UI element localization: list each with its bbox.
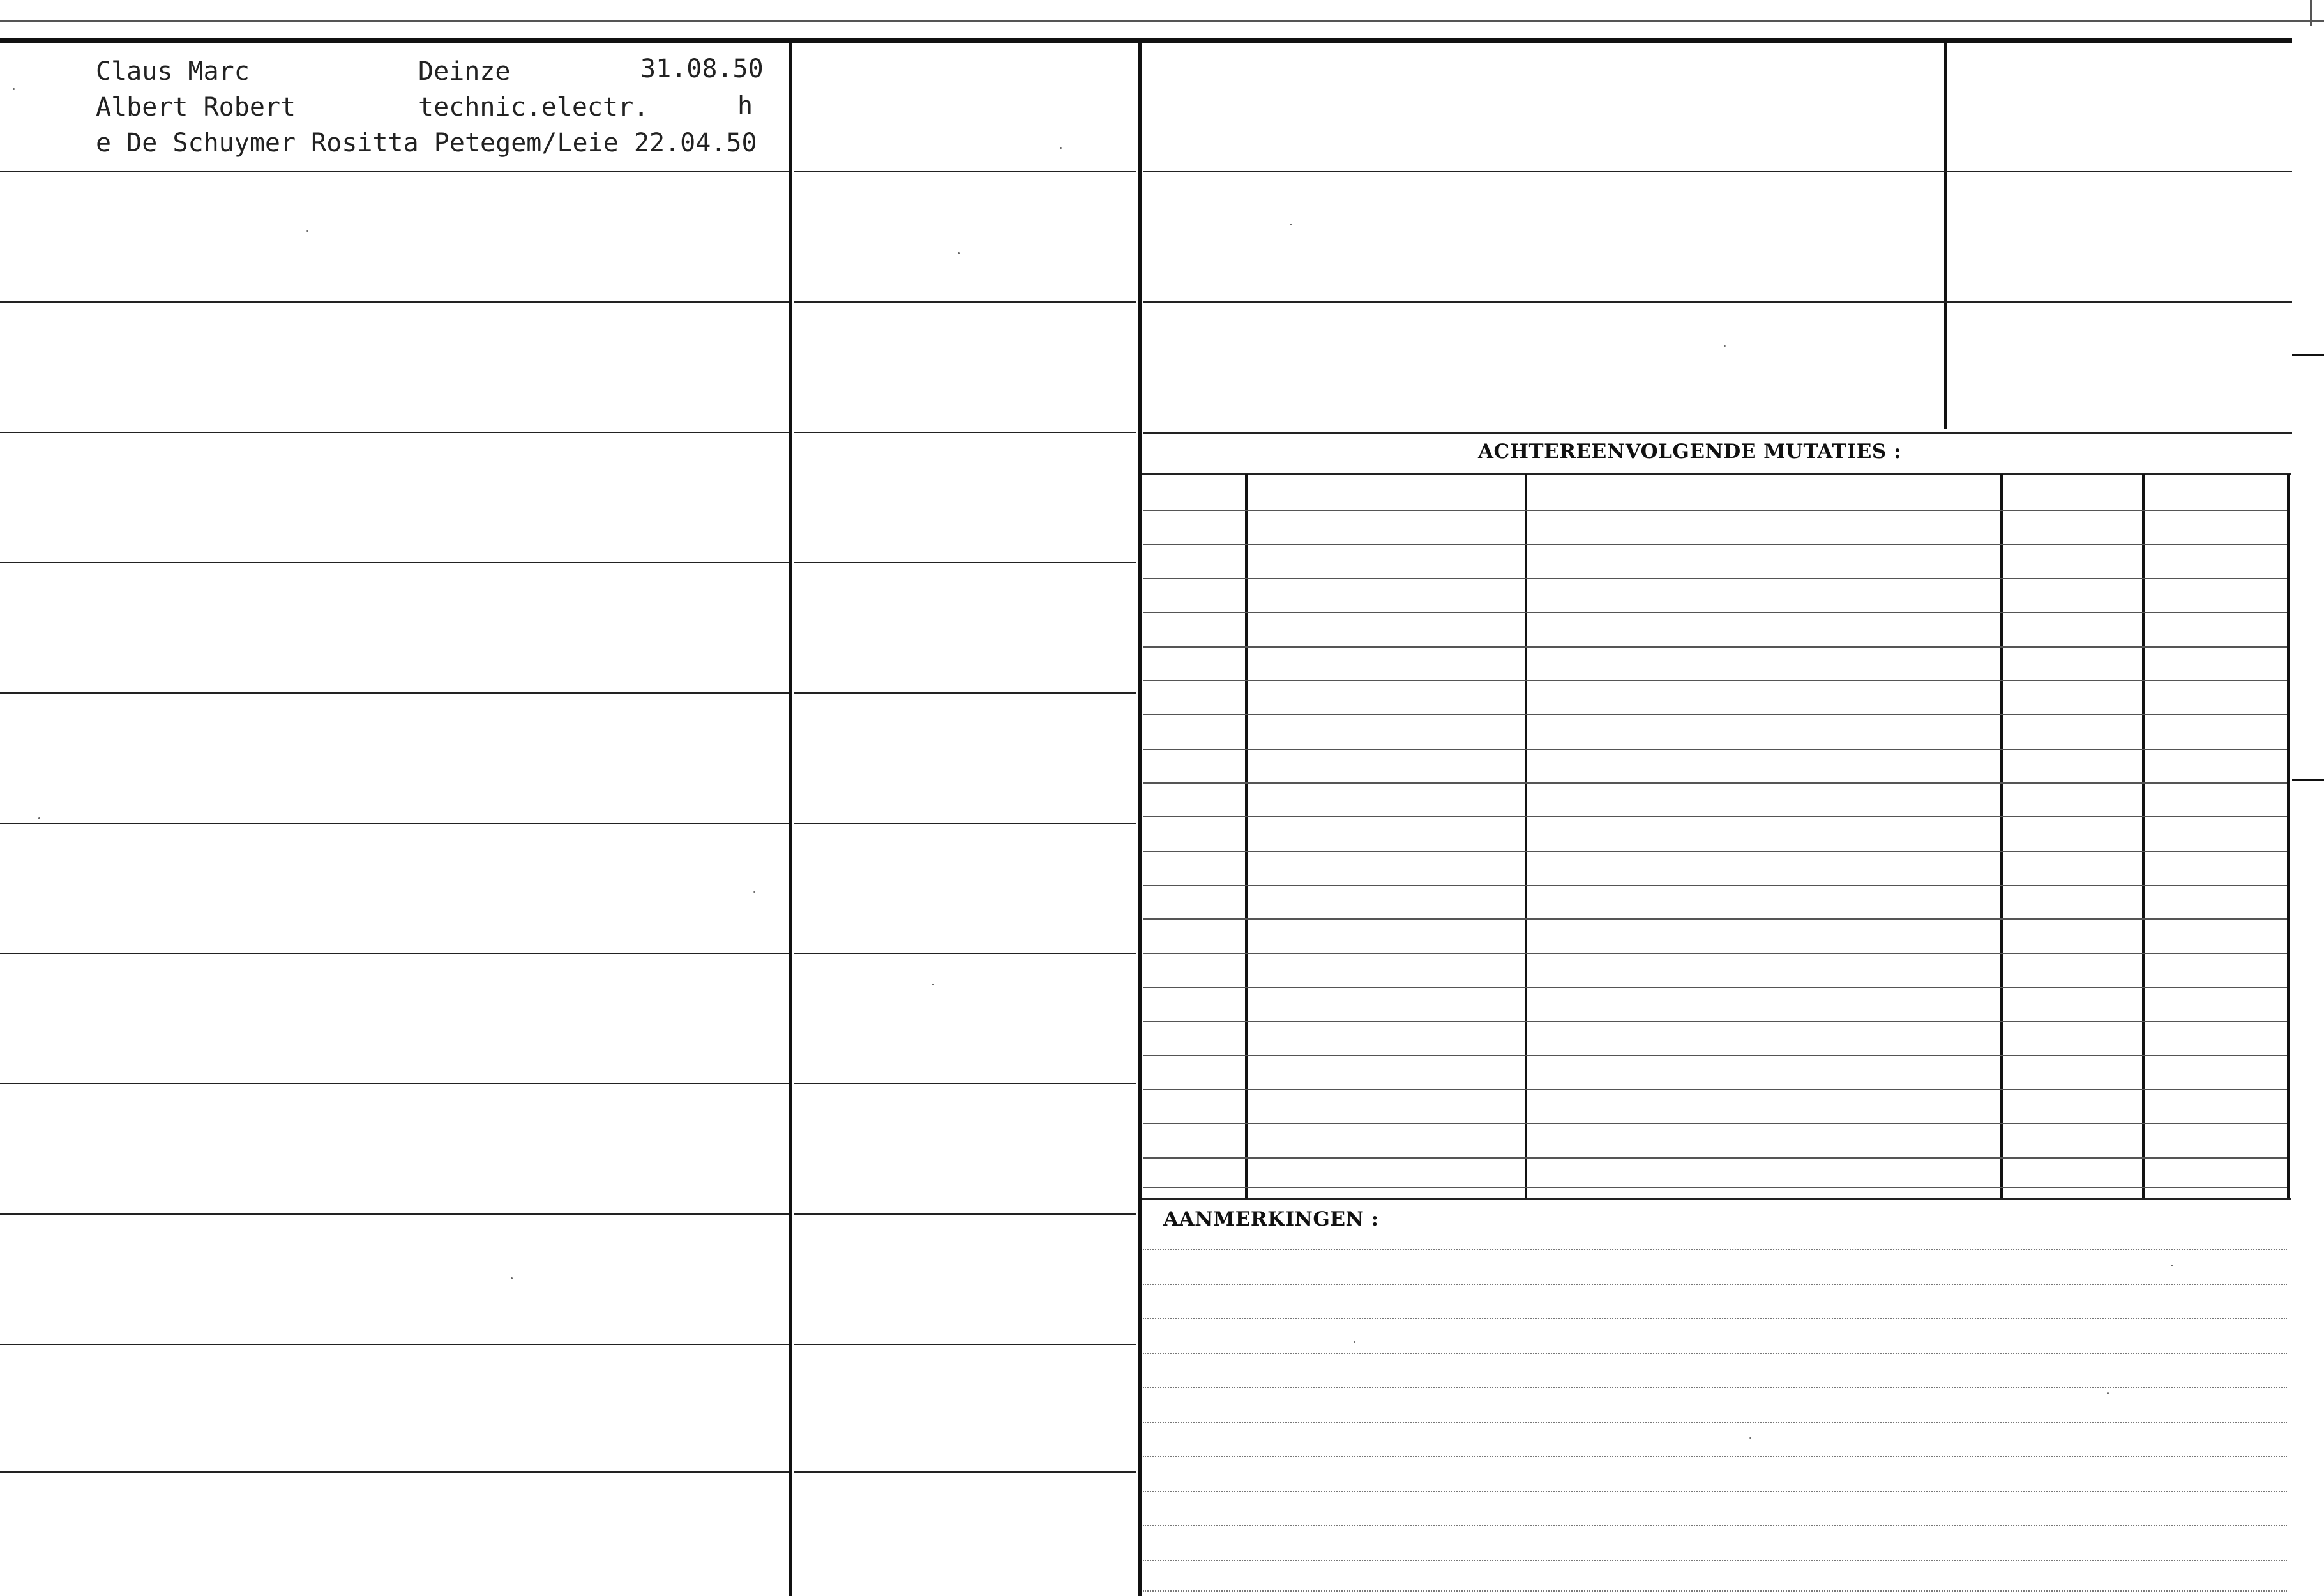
left-column-divider	[789, 41, 792, 1596]
top-border	[0, 38, 2292, 43]
right-edge	[2310, 0, 2312, 26]
margin-tick	[2292, 779, 2324, 781]
entry-date: 31.08.50	[640, 54, 764, 84]
entry-given-names: Albert Robert	[96, 93, 296, 122]
entry-spouse: e De Schuymer Rositta Petegem/Leie 22.04.50	[96, 128, 757, 158]
remarks-title: AANMERKINGEN :	[1163, 1208, 1379, 1231]
entry-place: Deinze	[418, 57, 511, 86]
entry-mark: h	[737, 91, 753, 121]
margin-tick	[2292, 354, 2324, 356]
center-column-divider	[1138, 41, 1142, 1596]
mutations-title: ACHTEREENVOLGENDE MUTATIES :	[1478, 440, 1902, 463]
top-edge	[0, 20, 2324, 22]
entry-profession: technic.electr.	[418, 93, 649, 122]
entry-name: Claus Marc	[96, 57, 250, 86]
